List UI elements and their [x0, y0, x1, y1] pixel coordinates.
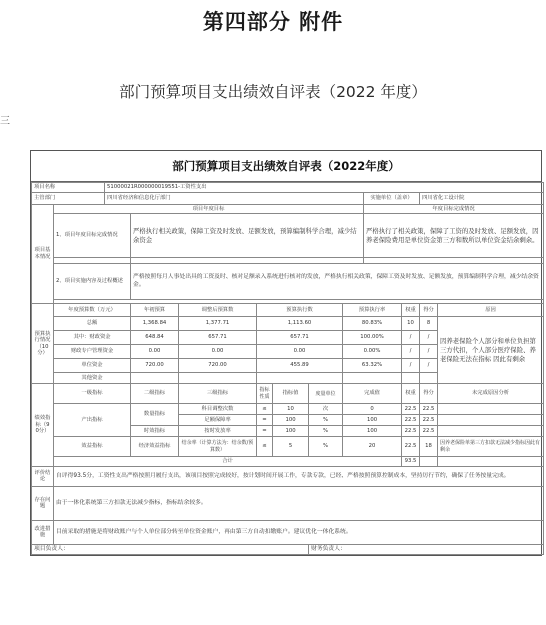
perf-level1: 产出指标: [54, 404, 131, 437]
perf-total-label: 合计: [54, 457, 402, 467]
perf-col-header: 指标性质: [257, 384, 273, 404]
budget-row-label: 单位资金: [54, 359, 131, 373]
sheet-title: 部门预算项目支出绩效自评表（2022年度）: [31, 151, 541, 182]
perf-unit: %: [309, 415, 343, 426]
perf-done: 0: [343, 404, 402, 415]
budget-initial: 720.00: [131, 359, 179, 373]
dept-label: 主管部门: [32, 192, 105, 204]
budget-initial: [131, 373, 179, 384]
perf-value: 100: [273, 415, 309, 426]
budget-reason: 因养老保险个人部分和单位负担第三方代扣，个人部分医疗保险、养老保险无法在指标 因此有剩余: [438, 317, 544, 384]
perf-nature: ≤: [257, 404, 273, 415]
perf-weight: 22.5: [402, 437, 420, 457]
budget-score: /: [420, 345, 438, 359]
budget-executed: 657.71: [257, 331, 343, 345]
budget-weight: 10: [402, 317, 420, 331]
budget-executed: [257, 373, 343, 384]
perf-nature: =: [257, 415, 273, 426]
perf-header-row: [32, 384, 544, 404]
edge-mark: 三: [0, 116, 10, 127]
perf-level2: 数量指标: [131, 404, 179, 426]
perf-unit: %: [309, 437, 343, 457]
goal-row-2: [32, 264, 544, 300]
budget-col-header: 年初预算: [131, 304, 179, 317]
budget-rate: 100.00%: [343, 331, 402, 345]
perf-note: [438, 426, 544, 437]
budget-executed: 0.00: [257, 345, 343, 359]
budget-col-header: 得分: [420, 304, 438, 317]
goal-header: 项目年度目标: [54, 204, 364, 214]
perf-nature: ≤: [257, 437, 273, 457]
budget-score: /: [420, 359, 438, 373]
perf-level2: 时效指标: [131, 426, 179, 437]
perf-col-header: 三级指标: [179, 384, 257, 404]
project-name-row: [32, 183, 544, 193]
budget-initial: 0.00: [131, 345, 179, 359]
dept-value: 四川省经济和信息化厅部门: [105, 192, 364, 204]
leader-label: 项目负责人：: [32, 544, 309, 554]
budget-section-label: 预算执行情况（10分）: [32, 304, 54, 384]
budget-score: 8: [420, 317, 438, 331]
budget-row-label: 其他资金: [54, 373, 131, 384]
budget-col-header: 权重: [402, 304, 420, 317]
project-name-value: 51000021R000000019551-工资性支出: [105, 183, 544, 193]
perf-level1: 效益指标: [54, 437, 131, 457]
document-subtitle: 部门预算项目支出绩效自评表（2022 年度）: [119, 83, 427, 101]
perf-level2: 经济效益指标: [131, 437, 179, 457]
budget-adjusted: 720.00: [179, 359, 257, 373]
budget-adjusted: 1,377.71: [179, 317, 257, 331]
perf-col-header: 一级指标: [54, 384, 131, 404]
eval-text: 自评得93.5分，工资性支出严格按照月履行支出，该项目按照完成较好，按计划时间开展工作，专款专款，已经、严格按照预算控制成本，坚持厉行节约，确保了任务按量完成。: [54, 466, 544, 486]
budget-col-header: 年度预算数（万元）: [54, 304, 131, 317]
perf-weight: 22.5: [402, 415, 420, 426]
budget-score: /: [420, 331, 438, 345]
eval-label: 评价结论: [32, 466, 54, 486]
perf-level3: 科目调整次数: [179, 404, 257, 415]
improve-label: 改进措施: [32, 520, 54, 544]
perf-score: 22.5: [420, 415, 438, 426]
perf-score: 18: [420, 437, 438, 457]
improve-text: 目前采取的措施是将财政账户与个人单位部分转至单位资金账户，再由第三方自动扣缴账户。建议优化一体化系统。: [54, 520, 544, 544]
perf-unit: 次: [309, 404, 343, 415]
perf-col-header: 二级指标: [131, 384, 179, 404]
budget-executed: 1,113.60: [257, 317, 343, 331]
part-title: 第四部分 附件: [202, 10, 344, 34]
goal-1-text: 严格执行相关政策，保障工资及时发放、足额发放，预算编制科学合理，减少结余资金: [131, 214, 364, 258]
perf-unit: %: [309, 426, 343, 437]
evaluation-row: [32, 466, 544, 486]
evaluation-sheet: [30, 150, 542, 556]
perf-value: 100: [273, 426, 309, 437]
perf-col-header: 完成值: [343, 384, 402, 404]
perf-score: 22.5: [420, 404, 438, 415]
budget-initial: 1,368.84: [131, 317, 179, 331]
completion-header: 年度目标完成情况: [364, 204, 544, 214]
budget-adjusted: 657.71: [179, 331, 257, 345]
budget-col-header: 预算执行率: [343, 304, 402, 317]
perf-col-header: 未完成原因分析: [438, 384, 544, 404]
perf-note: [438, 415, 544, 426]
perf-col-header: 得分: [420, 384, 438, 404]
perf-level3: 结余率（计算方法为：结余数/预算数）: [179, 437, 257, 457]
perf-level3: 按时发放率: [179, 426, 257, 437]
finance-label: 财务负责人：: [309, 544, 544, 554]
evaluation-table: [31, 182, 544, 555]
budget-weight: /: [402, 331, 420, 345]
department-row: [32, 192, 544, 204]
budget-executed: 455.89: [257, 359, 343, 373]
budget-row-label: 财政专户管理资金: [54, 345, 131, 359]
perf-col-header: 指标值: [273, 384, 309, 404]
budget-initial: 648.84: [131, 331, 179, 345]
perf-level3: 足额保障率: [179, 415, 257, 426]
issues-label: 存在问题: [32, 486, 54, 520]
issues-row: [32, 486, 544, 520]
goal-header-row: [32, 204, 544, 214]
budget-score: [420, 373, 438, 384]
perf-done: 100: [343, 426, 402, 437]
goal-2-label: 2、项目实施内容及过程概述: [54, 264, 131, 300]
budget-header-row: [32, 304, 544, 317]
perf-score: 22.5: [420, 426, 438, 437]
budget-col-header: 调整后预算数: [179, 304, 257, 317]
issues-text: 由于一体化系统第三方扣款无法减少指标，指标结余较多。: [54, 486, 544, 520]
budget-row: [32, 317, 544, 331]
perf-value: 5: [273, 437, 309, 457]
budget-row-label: 其中：财政资金: [54, 331, 131, 345]
budget-weight: [402, 373, 420, 384]
budget-rate: 63.32%: [343, 359, 402, 373]
project-name-label: 项目名称: [32, 183, 105, 193]
perf-total-row: [32, 457, 544, 467]
budget-row-label: 总额: [54, 317, 131, 331]
goal-2-text: 严格按照每月人事处出具的工资及时、核对足额录入系统进行核对的发放，严格执行相关政策，保障工资及时发放、足额发放，预算编制科学合理，减少结余资金。: [131, 264, 544, 300]
budget-col-header: 预算执行数: [257, 304, 343, 317]
perf-total-value: 93.5: [402, 457, 420, 467]
budget-adjusted: [179, 373, 257, 384]
goal-row-1: [32, 214, 544, 258]
completion-1-text: 严格执行了相关政策，保障了工资的及时发放、足额发放，因养老保险费用是单位资金第三方和数所以单位资金结余剩余。: [364, 214, 544, 258]
budget-weight: /: [402, 345, 420, 359]
perf-nature: =: [257, 426, 273, 437]
perf-row: [32, 404, 544, 415]
budget-rate: 0.00%: [343, 345, 402, 359]
signature-row: [32, 544, 544, 554]
perf-col-header: 度量单位: [309, 384, 343, 404]
perf-weight: 22.5: [402, 426, 420, 437]
budget-weight: /: [402, 359, 420, 373]
perf-note: [438, 404, 544, 415]
impl-unit-value: 四川省化工设计院: [420, 192, 544, 204]
basic-info-label: 项目基本情况: [32, 204, 54, 304]
perf-row: [32, 437, 544, 457]
perf-done: 20: [343, 437, 402, 457]
budget-adjusted: 0.00: [179, 345, 257, 359]
perf-done: 100: [343, 415, 402, 426]
budget-rate: 80.83%: [343, 317, 402, 331]
perf-col-header: 权重: [402, 384, 420, 404]
impl-unit-label: 实施单位（盖章）: [364, 192, 420, 204]
budget-col-header: 原因: [438, 304, 544, 317]
perf-note: 因养老保险单第三方扣款无法减少指标因此有剩余: [438, 437, 544, 457]
budget-rate: [343, 373, 402, 384]
improve-row: [32, 520, 544, 544]
perf-value: 10: [273, 404, 309, 415]
goal-1-label: 1、项目年度目标完成情况: [54, 214, 131, 258]
perf-weight: 22.5: [402, 404, 420, 415]
perf-section-label: 绩效指标（90分）: [32, 384, 54, 467]
